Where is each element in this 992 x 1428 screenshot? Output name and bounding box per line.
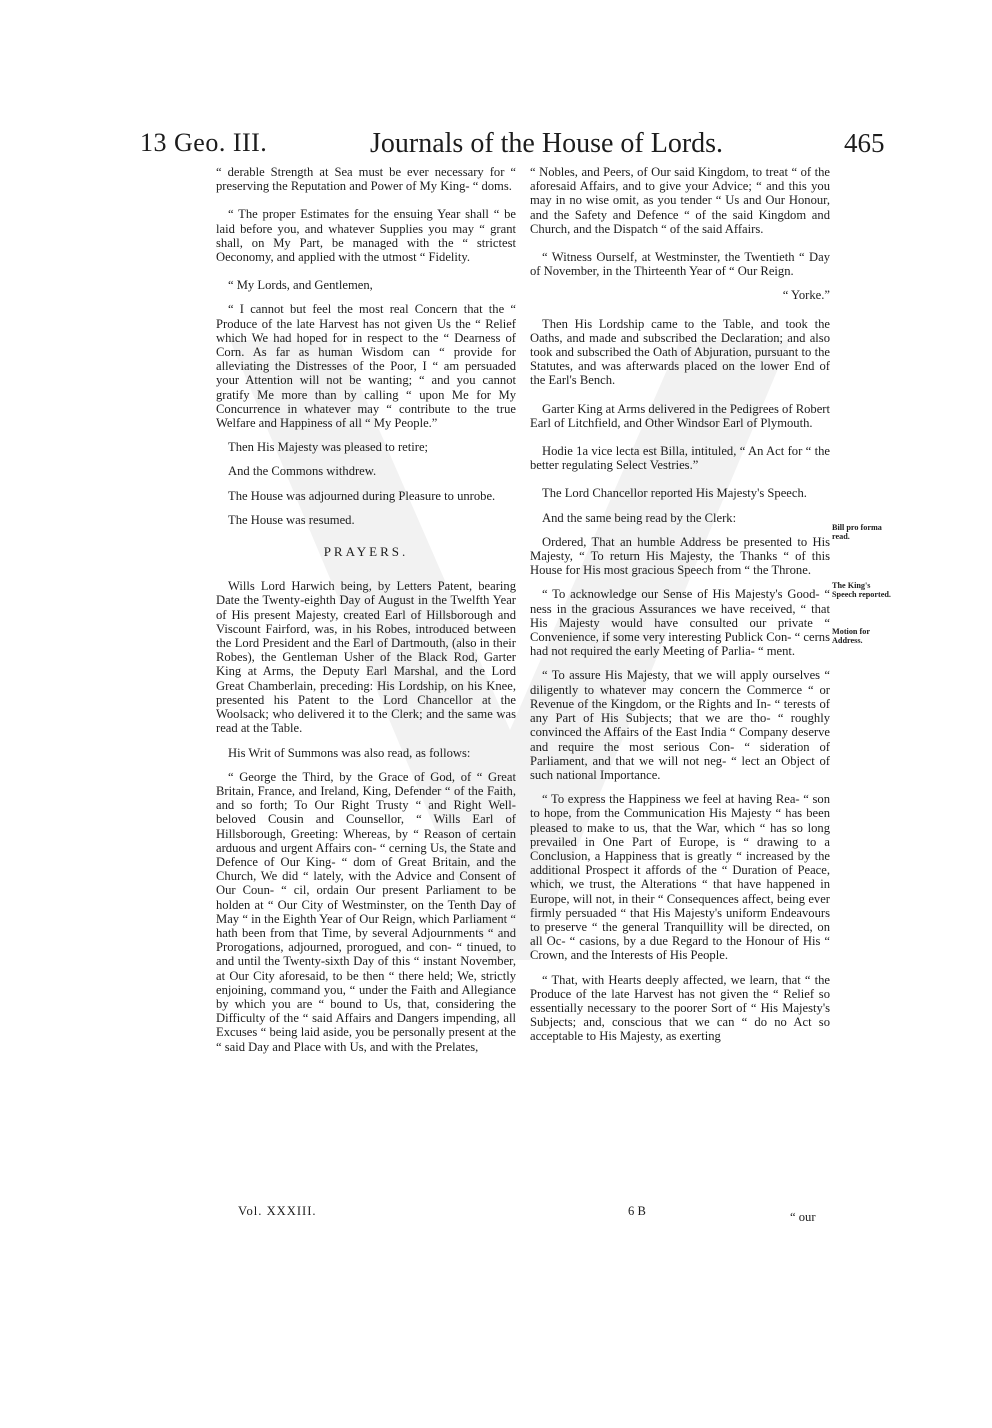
regnal-year: 13 Geo. III. [140,128,268,157]
paragraph: His Writ of Summons was also read, as follows: [228,745,471,760]
page-number: 465 [844,128,885,158]
margin-note-motion: Motion for Address. [832,627,870,645]
paragraph: The Lord Chancellor reported His Majesty's Speech. [542,486,807,501]
paragraph: And the same being read by the Clerk: [542,510,737,525]
paragraph: “ George the Third, by the Grace of God, of “ Great Britain, France, and Ireland, King, Defender “ of the Faith, and so forth; To Our Right Trusty “ and Right Well-beloved Cousin and Counsellor, “ Wills Earl of Hillsborough, Greeting: Whereas, by “ Reason of certain arduous and urgent Affairs con- “ cerning Us, the State and Defence of Our King- “ dom of Great Britain, and the Church, We did “ lately, with the Advice and Consent of Our Coun- “ cil, ordain Our present Parliament to be holden at “ Our City of Westminster, on the Tenth Day of May “ in the Eighth Year of Our Reign, which Parliament “ hath been from that Time, by several Adjournments “ and Prorogations, adjourned, prorogued, and con- “ tinued, to and until the Twenty-sixth Day of this “ instant November, at Our City aforesaid, to be then “ there held; We, strictly enjoining, command you, “ under the Faith and Allegiance by which you are “ bound to Us, that, considering the Difficulty of the “ said Affairs and Dangers impending, all Excuses “ being laid aside, you be personally present at the “ said Day and Place with Us, and with the Prelates, [216,769,516,1054]
paragraph: Garter King at Arms delivered in the Pedigrees of Robert Earl of Litchfield, and Other Windsor Earl of Plymouth. [530,401,830,430]
signature-line: “ Yorke.” [782,288,830,303]
left-column [216,165,516,1064]
paragraph: “ The proper Estimates for the ensuing Year shall “ be laid before you, and whatever Supplies you may “ grant shall, on My Part, be managed with the “ strictest Oeconomy, and applied with the utmost “ Fidelity. [216,207,516,265]
paragraph: Then His Lordship came to the Table, and took the Oaths, and made and subscribed the Declaration; and also took and subscribed the Oath of Abjuration, pursuant to the Statutes, and was afterwards placed on the lower End of the Earl's Bench. [530,316,830,388]
paragraph: “ Nobles, and Peers, of Our said Kingdom, to treat “ of the aforesaid Affairs, and to give your Advice; “ and this you may in no wise omit, as you tender “ Us and Our Honour, and the Safety and Defence “ of the said Kingdom and Church, and the Dispatch “ of the said Affairs. [530,165,830,236]
right-column [530,165,830,1054]
paragraph: “ To express the Happiness we feel at having Rea- “ son to hope, from the Communication His Majesty “ has been pleased to make to us, that the War, which “ has so long prevailed in One Part of Europe, is “ drawing to a Conclusion, a Happiness that is greatly “ increased by the additional Prospect it affords of the “ Duration of Peace, which, we trust, the Alterations “ that have happened in Europe, will not, in their “ Consequences affect, being ever firmly persuaded “ that His Majesty's uniform Endeavours to preserve “ the general Tranquillity will be directed, on all Oc- “ casions, by a due Regard to the Honour of His “ Crown, and the Interests of His People. [530,792,830,963]
paragraph: Hodie 1a vice lecta est Billa, intituled, “ An Act for “ the better regulating Select Vestries.” [530,444,830,473]
catchword: “ our [790,1210,816,1224]
volume-label: Vol. XXXIII. [238,1204,317,1218]
paragraph: “ My Lords, and Gentlemen, [228,278,373,293]
paragraph: And the Commons withdrew. [228,464,377,479]
paragraph: The House was resumed. [228,512,355,527]
paragraph: “ derable Strength at Sea must be ever necessary for “ preserving the Reputation and Power of My King- “ doms. [216,165,516,194]
signature-mark: 6 B [628,1204,646,1218]
paragraph: “ To acknowledge our Sense of His Majesty's Good- “ ness in the gracious Assurances we have received, “ that His Majesty would have consulted our private “ Convenience, if some very interesting Publick Con- “ cerns had not required the early Meeting of Parlia- “ ment. [530,587,830,659]
paragraph: “ I cannot but feel the most real Concern that the “ Produce of the late Harvest has not given Us the “ Relief which We had hoped for in respect to the “ Dearness of Corn. As far as human Wisdom can “ provide for alleviating the Distresses of the Poor, I “ am persuaded your Attention will not be wanting; “ and you cannot gratify Me more than by calling “ upon Me for My Concurrence in whatever may “ contribute to the true Welfare and Happiness of all “ My People.” [216,302,516,431]
paragraph: Wills Lord Harwich being, by Letters Patent, bearing Date the Twenty-eighth Day of August in the Twelfth Year of His present Majesty, created Earl of Hillsborough and Viscount Fairford, was, in his Robes, introduced between the Lord President and the Earl of Dartmouth, (also in their Robes), the Gentleman Usher of the Black Rod, Garter King at Arms, the Deputy Earl Marshal, and the Lord Great Chamberlain, preceding: His Lordship, on his Knee, presented his Patent to the Lord Chancellor at the Woolsack; who delivered it to the Clerk; and the same was read at the Table. [216,579,516,736]
paragraph: The House was adjourned during Pleasure to unrobe. [228,488,496,503]
paragraph: Then His Majesty was pleased to retire; [228,440,429,455]
paragraph: “ That, with Hearts deeply affected, we learn, that “ the Produce of the late Harvest has not given the “ Relief so essentially necessary to the poorer Sort of “ His Majesty's Subjects; and, conscious that we can “ do no Act so acceptable to His Majesty, as exerting [530,972,830,1044]
paragraph: “ Witness Ourself, at Westminster, the Twentieth “ Day of November, in the Thirteenth Year of “ Our Reign. [530,250,830,279]
paragraph: “ To assure His Majesty, that we will apply ourselves “ diligently to whatever may concern the Commerce “ or Revenue of the Kingdom, or the Rights and In- “ terests of any Part of His Subjects; that we are tho- “ roughly convinced the Affairs of the East India “ Company deserve and require the most serious Con- “ sideration of Parliament, and that we will not neg- “ lect an Object of such national Importance. [530,668,830,782]
section-heading: PRAYERS. [323,544,409,560]
running-title: Journals of the House of Lords. [370,128,724,159]
margin-note-speech: The King's Speech reported. [832,581,891,599]
margin-note-bill: Bill pro forma read. [832,523,882,541]
paragraph: Ordered, That an humble Address be presented to His Majesty, “ To return His Majesty, the Thanks “ of this House for His most gracious Speech from “ the Throne. [530,534,830,578]
